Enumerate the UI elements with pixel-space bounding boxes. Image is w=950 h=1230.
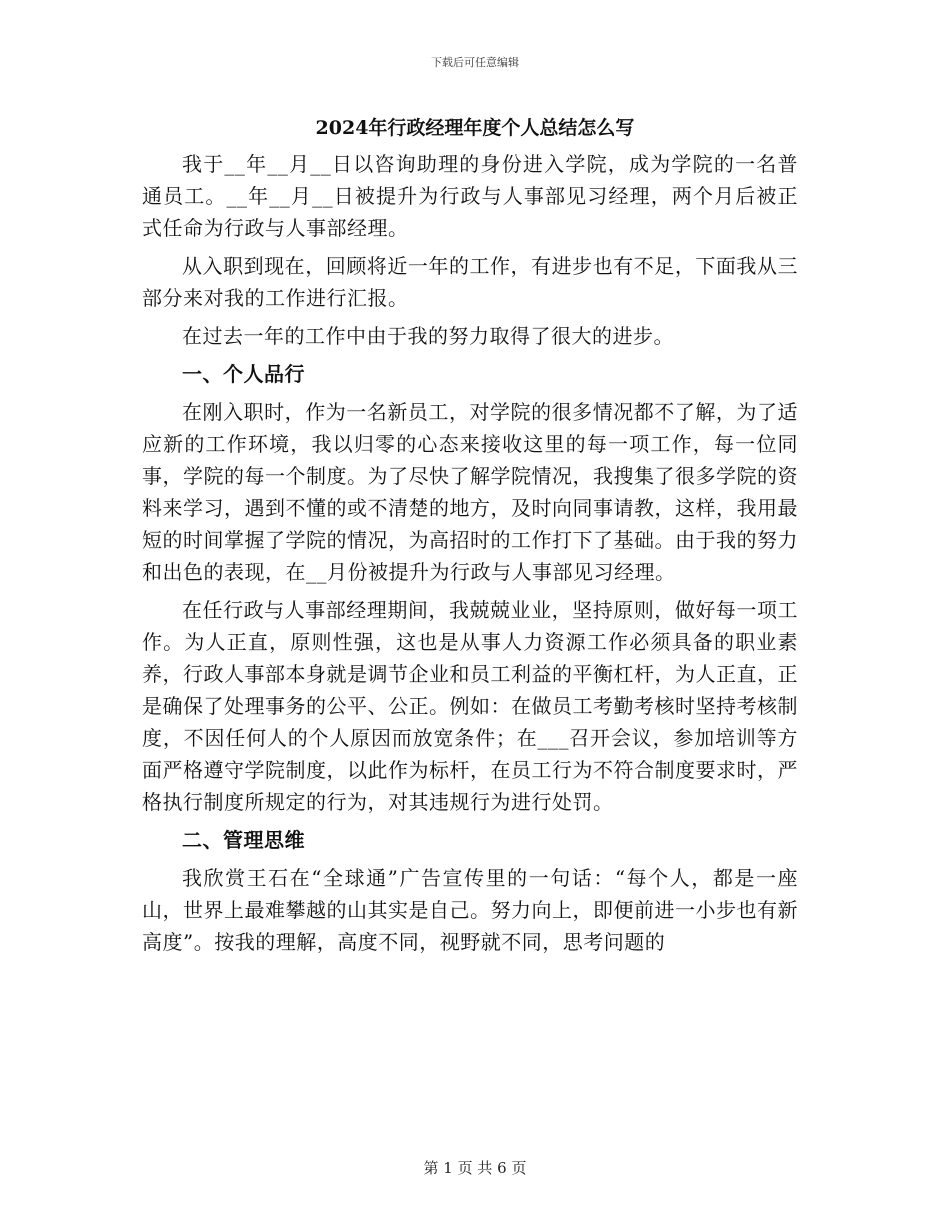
- intro-paragraph-3: 在过去一年的工作中由于我的努力取得了很大的进步。: [182, 324, 674, 348]
- section-2-paragraph-1: 我欣赏王石在“全球通”广告宣传里的一句话：“每个人，都是一座山，世界上最难攀越的山其实是自己。努力向上，即便前进一小步也有新高度”。按我的理解，高度不同，视野就不同，思考问题的: [142, 866, 798, 954]
- section-heading-personal-conduct: 一、个人品行: [182, 362, 305, 386]
- document-body: [142, 148, 798, 964]
- section-1-paragraph-1: 在刚入职时，作为一名新员工，对学院的很多情况都不了解，为了适应新的工作环境，我以归零的心态来接收这里的每一项工作，每一位同事，学院的每一个制度。为了尽快了解学院情况，我搜集了很多学院的资料来学习，遇到不懂的或不清楚的地方，及时向同事请教，这样，我用最短的时间掌握了学院的情况，为高招时的工作打下了基础。由于我的努力和出色的表现，在__月份被提升为行政与人事部见习经理。: [142, 400, 798, 584]
- intro-paragraph-2: 从入职到现在，回顾将近一年的工作，有进步也有不足，下面我从三部分来对我的工作进行汇报。: [142, 254, 798, 310]
- page-footer: 第 1 页 共 6 页: [423, 1159, 527, 1177]
- document-title: 2024年行政经理年度个人总结怎么写: [315, 117, 635, 139]
- intro-paragraph-1: 我于__年__月__日以咨询助理的身份进入学院，成为学院的一名普通员工。__年__月__日被提升为行政与人事部见习经理，两个月后被正式任命为行政与人事部经理。: [142, 152, 798, 240]
- header-note: 下载后可任意编辑: [431, 56, 519, 69]
- section-1-paragraph-2: 在任行政与人事部经理期间，我兢兢业业，坚持原则，做好每一项工作。为人正直，原则性强，这也是从事人力资源工作必须具备的职业素养，行政人事部本身就是调节企业和员工利益的平衡杠杆，为人正直，正是确保了处理事务的公平、公正。例如：在做员工考勤考核时坚持考核制度，不因任何人的个人原因而放宽条件；在___召开会议，参加培训等方面严格遵守学院制度，以此作为标杆，在员工行为不符合制度要求时，严格执行制度所规定的行为，对其违规行为进行处罚。: [142, 598, 798, 814]
- section-heading-management-thinking: 二、管理思维: [182, 828, 305, 852]
